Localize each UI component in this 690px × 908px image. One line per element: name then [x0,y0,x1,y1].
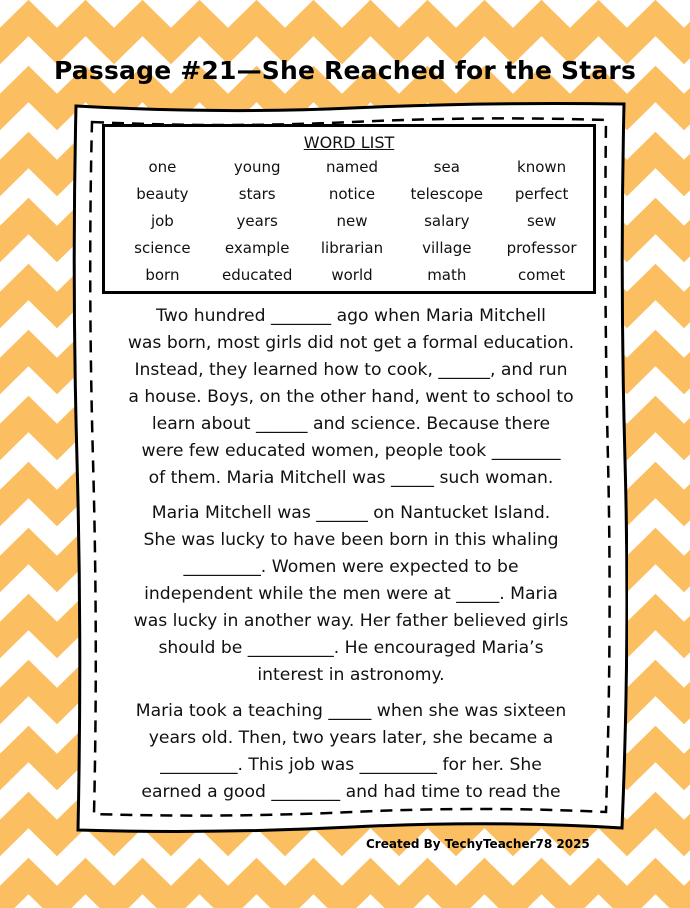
passage-line: _________. This job was _________ for her. She [160,755,542,775]
word-list-item: world [331,266,373,284]
word-list-item: named [325,158,379,176]
passage-line: Maria took a teaching _____ when she was sixteen [135,701,567,721]
passage-line: should be __________. He encouraged Maria’s [158,638,544,658]
passage-line: Two hundred _______ ago when Maria Mitchell [156,306,546,326]
word-list-item: math [427,266,467,284]
passage-line: a house. Boys, on the other hand, went to school to [128,387,574,407]
word-list-item: salary [424,212,470,230]
word-list-item: born [145,266,180,284]
word-list-item: known [517,158,567,176]
passage-line: years old. Then, two years later, she became a [148,728,554,748]
passage-paragraph-3 [96,698,606,806]
word-list-item: sea [433,158,460,176]
word-list-item: beauty [136,185,189,203]
word-list-item: job [150,212,174,230]
credit-text: Created By TechyTeacher78 2025 [366,837,590,851]
word-list-grid [115,157,589,285]
page-title: Passage #21—She Reached for the Stars [53,56,637,85]
passage-line: Maria Mitchell was ______ on Nantucket Island. [151,503,551,523]
passage-line: _________. Women were expected to be [183,557,519,577]
passage-line: was born, most girls did not get a formal education. [127,333,575,353]
word-list-item: educated [222,266,293,284]
passage-line: earned a good ________ and had time to read the [141,782,561,802]
passage-line: was lucky in another way. Her father believed girls [133,611,569,631]
passage-line: independent while the men were at _____. Maria [144,584,558,604]
word-list-item: one [148,158,177,176]
passage-paragraph-2 [96,500,606,689]
word-list-item: notice [328,185,376,203]
word-list-box [102,124,596,294]
word-list-item: science [134,239,191,257]
passage-paragraph-1 [96,303,606,492]
word-list-item: librarian [320,239,384,257]
word-list-heading: WORD LIST [303,133,395,152]
passage-line: Instead, they learned how to cook, ______, and run [134,360,568,380]
passage-line: learn about ______ and science. Because there [151,414,551,434]
word-list-item: village [422,239,472,257]
word-list-item: years [236,212,278,230]
passage-line: of them. Maria Mitchell was _____ such woman. [148,468,554,488]
passage-line: interest in astronomy. [257,665,445,685]
passage-line: were few educated women, people took ________ [141,441,561,461]
word-list-item: example [224,239,290,257]
word-list-item: telescope [410,185,484,203]
passage-line: She was lucky to have been born in this whaling [143,530,559,550]
word-list-item: young [233,158,281,176]
word-list-item: professor [506,239,577,257]
word-list-item: comet [518,266,566,284]
word-list-item: new [336,212,368,230]
word-list-item: stars [238,185,276,203]
word-list-item: perfect [514,185,569,203]
word-list-item: sew [526,212,557,230]
